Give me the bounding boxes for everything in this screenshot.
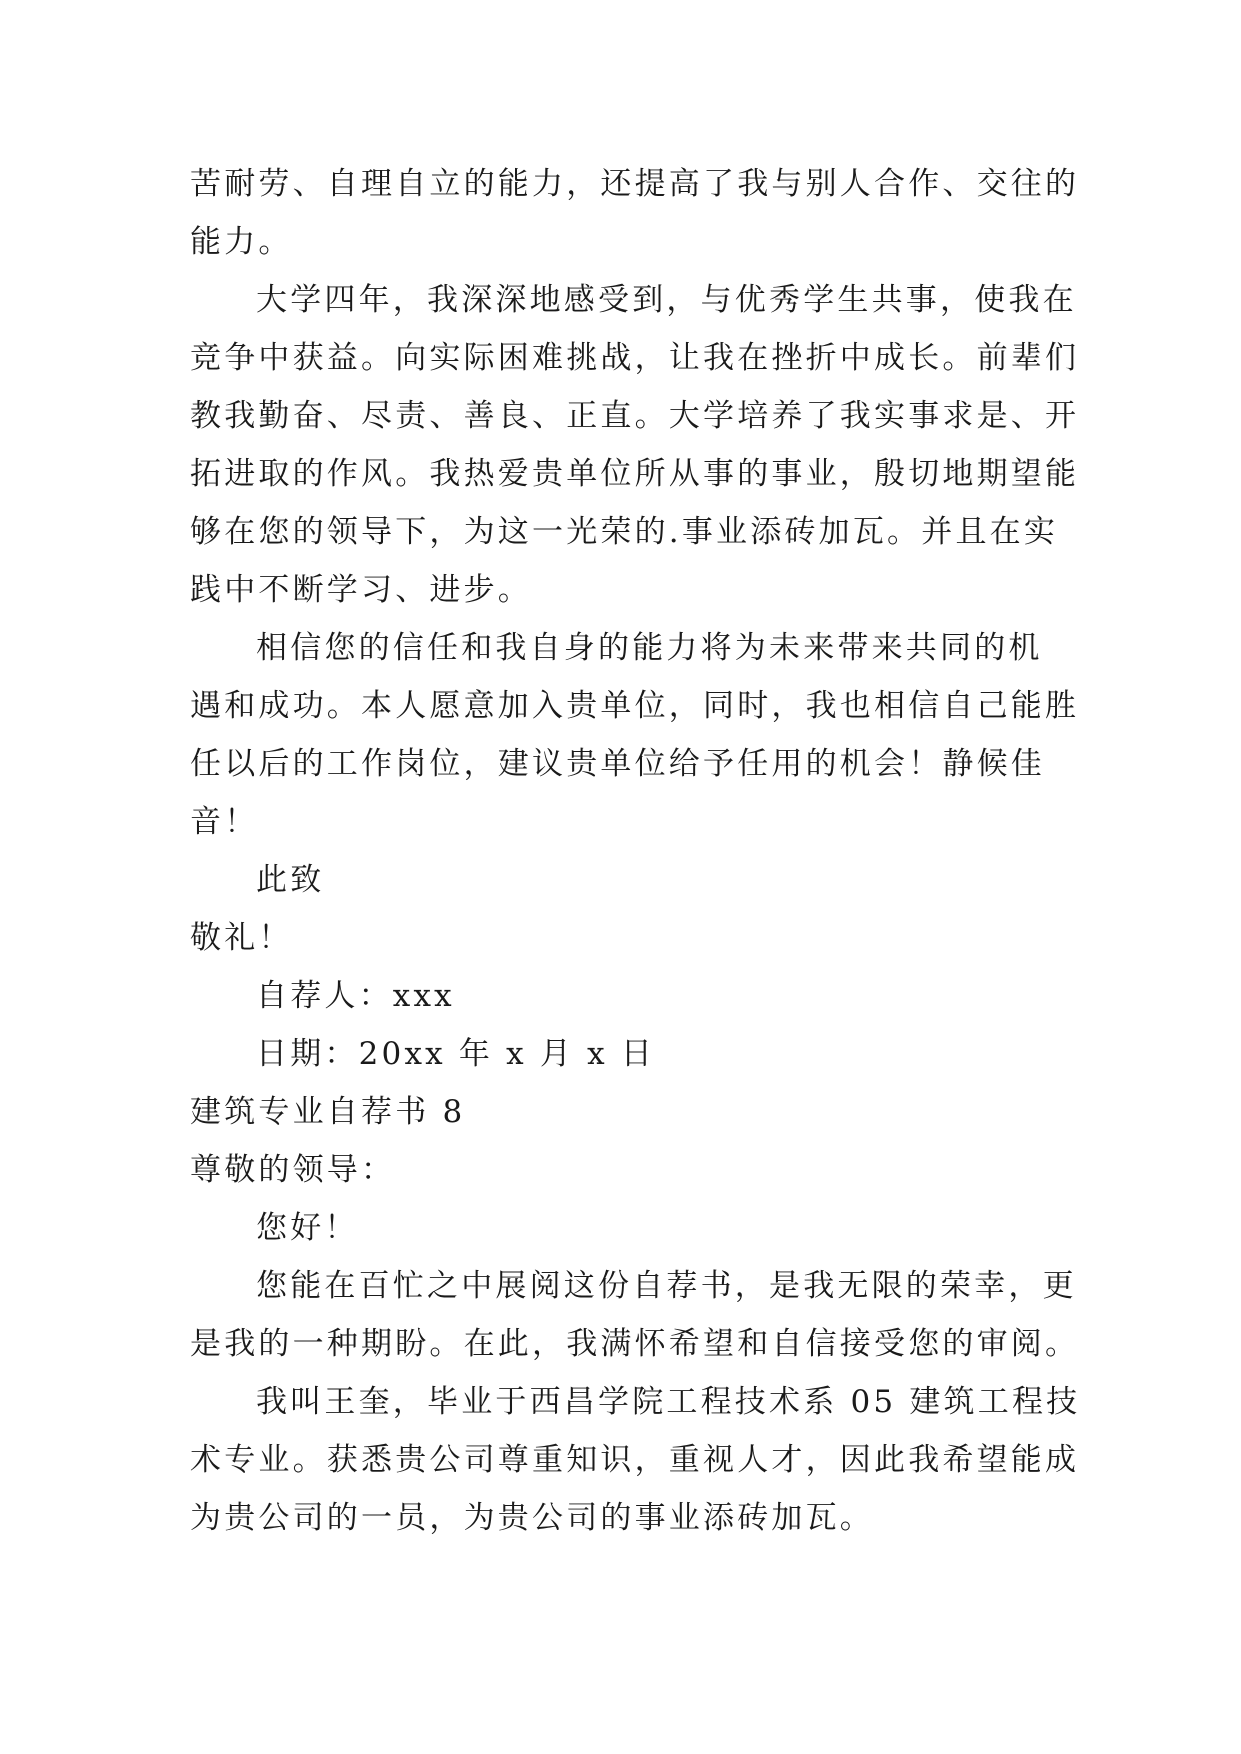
closing-salutation: 此致	[256, 862, 325, 898]
body-text-line: 音！	[190, 804, 259, 840]
body-text-line: 竞争中获益。向实际困难挑战，让我在挫折中成长。前辈们	[190, 340, 1080, 376]
body-text-line: 够在您的领导下，为这一光荣的.事业添砖加瓦。并且在实	[190, 514, 1059, 550]
body-text-line: 任以后的工作岗位，建议贵单位给予任用的机会！静候佳	[190, 746, 1045, 782]
paragraph-start-line: 我叫王奎，毕业于西昌学院工程技术系 05 建筑工程技	[256, 1384, 1081, 1420]
body-text-line: 苦耐劳、自理自立的能力，还提高了我与别人合作、交往的	[190, 166, 1080, 202]
body-text-line: 术专业。获悉贵公司尊重知识，重视人才，因此我希望能成	[190, 1442, 1080, 1478]
body-text-line: 践中不断学习、进步。	[190, 572, 532, 608]
body-text-line: 遇和成功。本人愿意加入贵单位，同时，我也相信自己能胜	[190, 688, 1080, 724]
section-heading: 建筑专业自荐书 8	[190, 1094, 466, 1130]
body-text-line: 能力。	[190, 224, 293, 260]
body-text-line: 是我的一种期盼。在此，我满怀希望和自信接受您的审阅。	[190, 1326, 1080, 1362]
signature-line: 自荐人：xxx	[256, 978, 455, 1014]
closing-regards: 敬礼！	[190, 920, 293, 956]
body-text-line: 拓进取的作风。我热爱贵单位所从事的事业，殷切地期望能	[190, 456, 1080, 492]
body-text-line: 教我勤奋、尽责、善良、正直。大学培养了我实事求是、开	[190, 398, 1080, 434]
paragraph-start-line: 您能在百忙之中展阅这份自荐书，是我无限的荣幸，更	[256, 1268, 1077, 1304]
paragraph-start-line: 大学四年，我深深地感受到，与优秀学生共事，使我在	[256, 282, 1077, 318]
body-text-line: 为贵公司的一员，为贵公司的事业添砖加瓦。	[190, 1500, 874, 1536]
greeting-addressee: 尊敬的领导：	[190, 1152, 396, 1188]
greeting-line: 您好！	[256, 1210, 359, 1246]
date-line: 日期：20xx 年 x 月 x 日	[256, 1036, 656, 1072]
paragraph-start-line: 相信您的信任和我自身的能力将为未来带来共同的机	[256, 630, 1043, 666]
